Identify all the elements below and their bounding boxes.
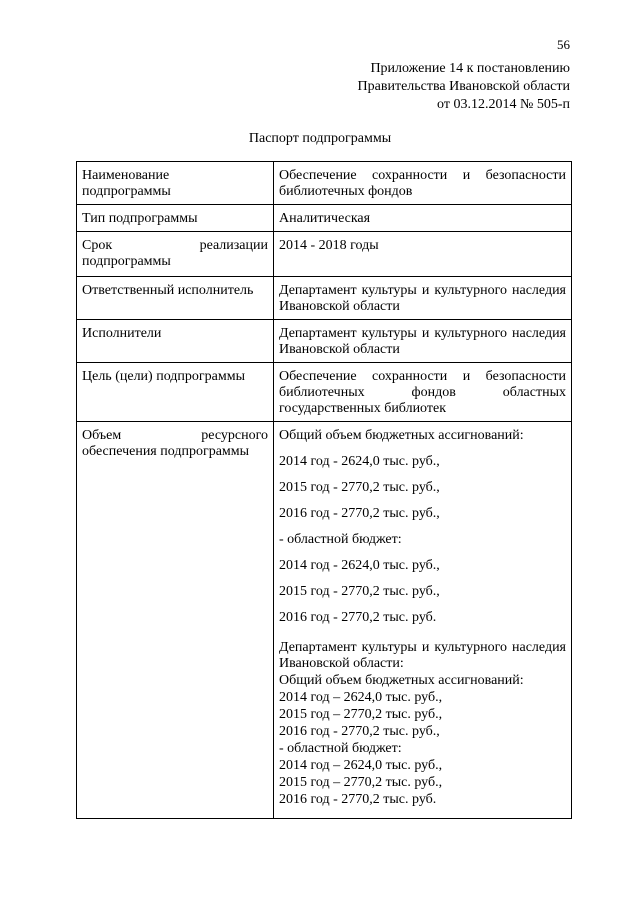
table-row-funding — [77, 422, 572, 819]
appendix-header — [358, 60, 570, 114]
row-value: Департамент культуры и культурного наследия Ивановской области — [274, 320, 572, 363]
funding-line: 2015 год - 2770,2 тыс. руб., — [279, 480, 440, 495]
funding-line: - областной бюджет: — [279, 741, 402, 756]
table-row-goal — [77, 363, 572, 422]
funding-line: 2015 год – 2770,2 тыс. руб., — [279, 707, 443, 722]
table-row-type — [77, 205, 572, 232]
row-label-line: обеспечения подпрограммы — [82, 444, 250, 459]
row-label: Ответственный исполнитель — [77, 277, 274, 320]
row-value: Департамент культуры и культурного наследия Ивановской области — [274, 277, 572, 320]
funding-line: 2014 год - 2624,0 тыс. руб., — [279, 454, 440, 469]
row-label-line: Срок реализации — [82, 238, 268, 253]
table-row-term — [77, 232, 572, 277]
appendix-line-3: от 03.12.2014 № 505-п — [437, 97, 570, 112]
row-label: Цель (цели) подпрограммы — [77, 363, 274, 422]
table-row-name — [77, 162, 572, 205]
funding-line: 2014 год – 2624,0 тыс. руб., — [279, 690, 443, 705]
row-label: Тип подпрограммы — [77, 205, 274, 232]
passport-table — [76, 161, 572, 819]
table-row-responsible — [77, 277, 572, 320]
funding-line: Общий объем бюджетных ассигнований: — [279, 673, 524, 688]
row-value: Обеспечение сохранности и безопасности библиотечных фондов — [274, 162, 572, 205]
row-label — [77, 232, 274, 277]
funding-line: 2016 год - 2770,2 тыс. руб., — [279, 506, 440, 521]
funding-line: 2014 год - 2624,0 тыс. руб., — [279, 558, 440, 573]
row-label-line: подпрограммы — [82, 254, 171, 269]
funding-line: - областной бюджет: — [279, 532, 402, 547]
funding-line: 2015 год – 2770,2 тыс. руб., — [279, 775, 443, 790]
document-title: Паспорт подпрограммы — [248, 131, 392, 146]
row-label-line: подпрограммы — [82, 184, 171, 199]
row-label: Исполнители — [77, 320, 274, 363]
funding-department: Департамент культуры и культурного наследия Ивановской области: — [279, 640, 566, 671]
funding-line: 2016 год - 2770,2 тыс. руб. — [279, 610, 437, 625]
row-label-line: Наименование — [82, 168, 170, 183]
funding-line: 2016 год - 2770,2 тыс. руб., — [279, 724, 440, 739]
funding-line: 2016 год - 2770,2 тыс. руб. — [279, 792, 437, 807]
row-label — [77, 162, 274, 205]
funding-line: 2015 год - 2770,2 тыс. руб., — [279, 584, 440, 599]
row-label — [77, 422, 274, 819]
row-value: Обеспечение сохранности и безопасности библиотечных фондов областных государственных библиотек — [274, 363, 572, 422]
page-number: 56 — [557, 37, 570, 52]
appendix-line-2: Правительства Ивановской области — [357, 79, 570, 94]
funding-line: 2014 год – 2624,0 тыс. руб., — [279, 758, 443, 773]
row-value: Аналитическая — [274, 205, 572, 232]
table-row-executors — [77, 320, 572, 363]
row-value: 2014 - 2018 годы — [274, 232, 572, 277]
funding-line: Общий объем бюджетных ассигнований: — [279, 428, 524, 443]
appendix-line-1: Приложение 14 к постановлению — [370, 61, 570, 76]
row-value — [274, 422, 572, 819]
row-label-line: Объем ресурсного — [82, 428, 268, 443]
